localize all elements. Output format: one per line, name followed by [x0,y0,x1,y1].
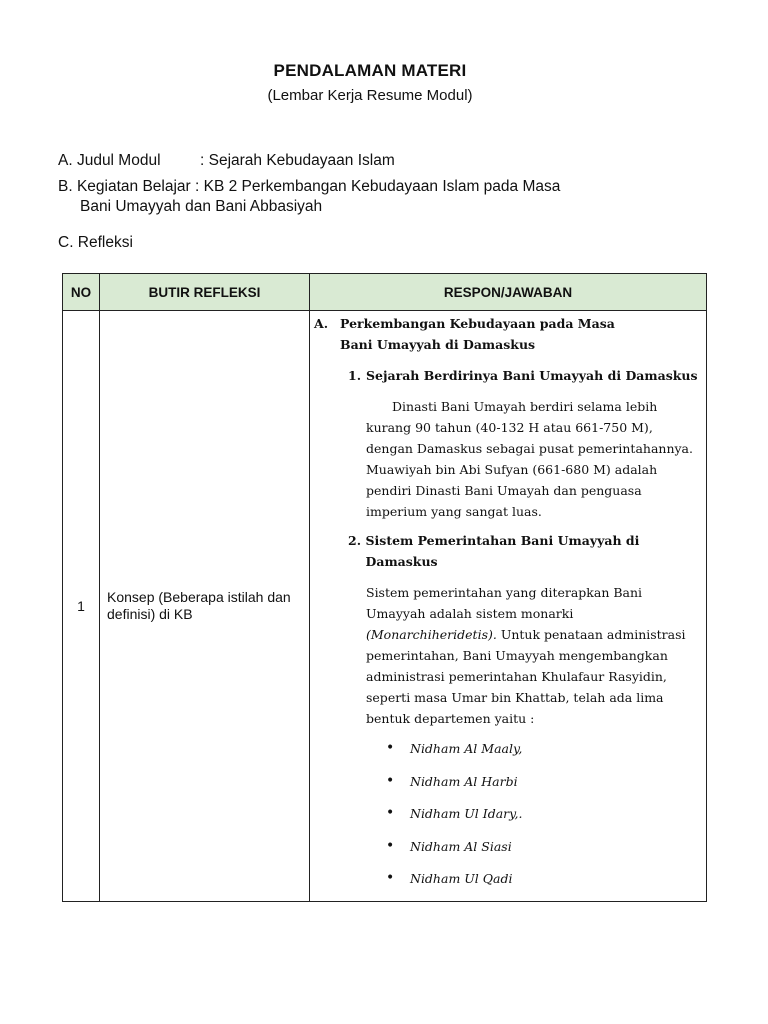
list-item-text: Nidham Al Harbi [410,773,518,789]
paragraph-2-italic: (Monarchiheridetis). [366,627,497,642]
section-title: Perkembangan Kebudayaan pada Masa Bani Umayyah di Damaskus [340,316,615,352]
table-row [63,311,707,902]
bullet-icon: • [386,837,395,854]
list-item [386,836,706,869]
list-item-text: Nidham Ul Qadi [410,871,513,886]
section-letter: A. [314,316,329,331]
list-item-text: Nidham Al Siasi [410,838,512,854]
list-item [386,868,706,901]
refleksi-label: C. Refleksi [58,234,133,251]
header-respon-jawaban: RESPON/JAWABAN [310,274,707,311]
subheading-2-title: Sistem Pemerintahan Bani Umayyah di Damaskus [365,533,640,569]
respon-cell [310,311,707,902]
kegiatan-belajar-row [58,177,678,217]
page-subtitle: (Lembar Kerja Resume Modul) [267,87,473,104]
list-item-text: Nidham Al Maaly, [410,741,523,756]
list-item-text: Nidham Ul Idary,. [410,806,523,821]
page-title: PENDALAMAN MATERI [273,61,467,80]
subheading-1 [348,365,706,386]
paragraph-2-part-b: Untuk penataan administrasi pemerintahan, Bani Umayyah mengembangkan administrasi pemerintahan Khulafaur Rasyidin, seperti masa Umar bin Khattab, telah ada lima bentuk departemen yaitu : [366,627,686,726]
subheading-1-title: Sejarah Berdirinya Bani Umayyah di Damaskus [366,368,698,383]
table-header-row [63,274,707,311]
bullet-icon: • [386,805,395,821]
subheading-1-number: 1. [348,368,362,383]
kegiatan-belajar-value-cont: Bani Umayyah dan Bani Abbasiyah [80,198,323,215]
department-list [386,738,706,901]
list-item [386,771,706,804]
paragraph-2-part-a: Sistem pemerintahan yang diterapkan Bani Umayyah adalah sistem monarki [366,585,643,621]
butir-refleksi-cell: Konsep (Beberapa istilah dan definisi) di KB [100,311,310,902]
bullet-icon: • [386,870,395,886]
subheading-2-number: 2. [348,533,362,548]
list-item [386,738,706,771]
subheading-2 [348,530,706,572]
list-item [386,803,706,836]
row-number: 1 [63,311,100,902]
refleksi-table [62,273,707,902]
judul-modul-label: A. Judul Modul [58,152,161,169]
paragraph-1: Dinasti Bani Umayah berdiri selama lebih kurang 90 tahun (40-132 H atau 661-750 M), dengan Damaskus sebagai pusat pemerintahannya. Muawiyah bin Abi Sufyan (661-680 M) adalah pendiri Dinasti Bani Umayah dan penguasa imperium yang sangat luas. [366,399,693,519]
kegiatan-belajar-label: B. Kegiatan Belajar [58,178,191,195]
header-butir-refleksi: BUTIR REFLEKSI [100,274,310,311]
judul-modul-row [58,151,395,171]
bullet-icon: • [386,772,395,789]
paragraph-2 [366,582,698,729]
kegiatan-belajar-value: : KB 2 Perkembangan Kebudayaan Islam pada Masa [195,178,561,195]
bullet-icon: • [386,740,395,756]
header-no: NO [63,274,100,311]
judul-modul-value: : Sejarah Kebudayaan Islam [200,152,395,169]
section-heading [310,313,706,355]
